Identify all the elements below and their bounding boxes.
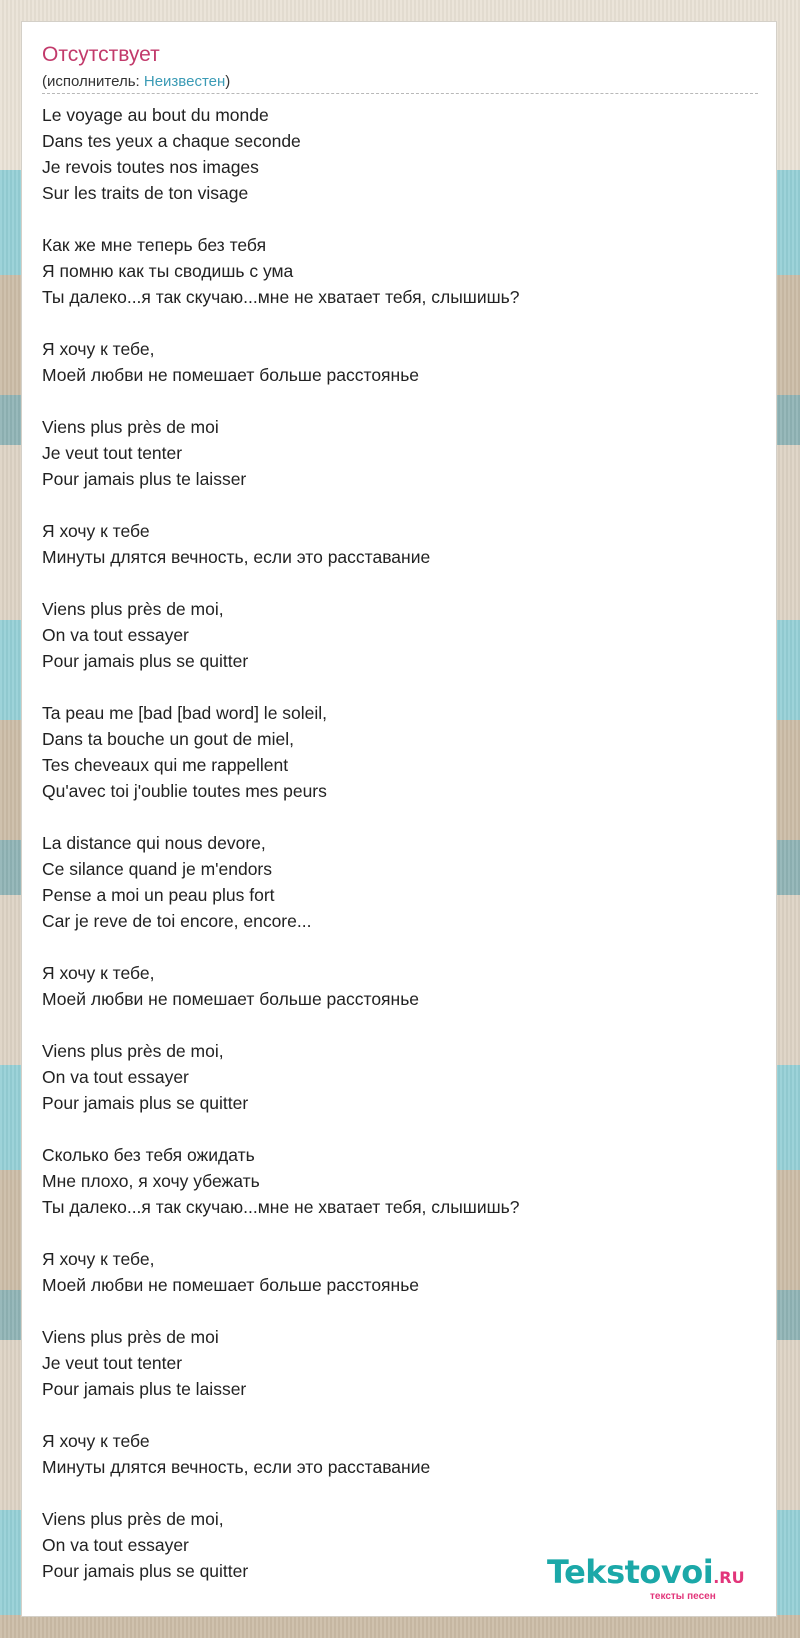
lyric-line: Ta peau me [bad [bad word] le soleil, bbox=[42, 703, 328, 723]
lyric-line: Моей любви не помешает больше расстоянье bbox=[42, 989, 420, 1009]
lyric-line: Как же мне теперь без тебя bbox=[42, 235, 267, 255]
lyrics-card bbox=[21, 21, 777, 1617]
lyric-line: Car je reve de toi encore, encore... bbox=[42, 911, 312, 931]
lyric-line: La distance qui nous devore, bbox=[42, 833, 266, 853]
lyric-line: Le voyage au bout du monde bbox=[42, 105, 269, 125]
stanza-break bbox=[42, 674, 758, 700]
artist-link[interactable]: Неизвестен bbox=[143, 73, 226, 90]
lyric-line: Sur les traits de ton visage bbox=[42, 183, 249, 203]
lyric-line: Моей любви не помешает больше расстоянье bbox=[42, 365, 420, 385]
lyric-line: Ты далеко...я так скучаю...мне не хватает тебя, слышишь? bbox=[42, 1197, 520, 1217]
logo-tagline: тексты песен bbox=[650, 1591, 716, 1602]
lyric-line: Ce silance quand je m'endors bbox=[42, 859, 273, 879]
stanza-break bbox=[42, 310, 758, 336]
lyric-line: Мне плохо, я хочу убежать bbox=[42, 1171, 260, 1191]
stanza-break bbox=[42, 388, 758, 414]
stanza-break bbox=[42, 934, 758, 960]
lyric-line: Qu'avec toi j'oublie toutes mes peurs bbox=[42, 781, 327, 801]
lyric-line: Я хочу к тебе bbox=[42, 521, 150, 541]
lyric-line: Pour jamais plus te laisser bbox=[42, 469, 247, 489]
lyric-line: Минуты длятся вечность, если это расставание bbox=[42, 547, 431, 567]
logo-wordmark bbox=[547, 1553, 745, 1591]
title-divider bbox=[42, 93, 758, 94]
stanza-break bbox=[42, 1116, 758, 1142]
stanza-break bbox=[42, 1402, 758, 1428]
lyric-line: Я помню как ты сводишь с ума bbox=[42, 261, 294, 281]
stanza-break bbox=[42, 492, 758, 518]
lyric-line: Pour jamais plus se quitter bbox=[42, 1561, 249, 1581]
lyric-line: Viens plus près de moi bbox=[42, 417, 219, 437]
lyric-line: Pour jamais plus se quitter bbox=[42, 651, 249, 671]
lyric-line: Я хочу к тебе, bbox=[42, 1249, 155, 1269]
stanza-break bbox=[42, 570, 758, 596]
lyric-line: Я хочу к тебе, bbox=[42, 963, 155, 983]
lyrics-text bbox=[42, 102, 758, 1584]
lyric-line: Я хочу к тебе, bbox=[42, 339, 155, 359]
lyric-line: On va tout essayer bbox=[42, 1067, 189, 1087]
stanza-break bbox=[42, 1480, 758, 1506]
lyric-line: Viens plus près de moi, bbox=[42, 599, 224, 619]
lyric-line: On va tout essayer bbox=[42, 625, 189, 645]
stanza-break bbox=[42, 1012, 758, 1038]
lyric-line: Je revois toutes nos images bbox=[42, 157, 259, 177]
lyric-line: On va tout essayer bbox=[42, 1535, 189, 1555]
lyric-line: Dans ta bouche un gout de miel, bbox=[42, 729, 294, 749]
artist-prefix: (исполнитель: bbox=[42, 73, 144, 90]
stanza-break bbox=[42, 804, 758, 830]
stanza-break bbox=[42, 1220, 758, 1246]
stanza-break bbox=[42, 1298, 758, 1324]
song-title: Отсутствует bbox=[42, 43, 160, 66]
lyric-line: Viens plus près de moi, bbox=[42, 1041, 224, 1061]
artist-line bbox=[42, 73, 230, 90]
lyric-line: Viens plus près de moi, bbox=[42, 1509, 224, 1529]
lyric-line: Dans tes yeux a chaque seconde bbox=[42, 131, 301, 151]
site-logo[interactable] bbox=[547, 1553, 772, 1607]
lyric-line: Сколько без тебя ожидать bbox=[42, 1145, 255, 1165]
lyric-line: Моей любви не помешает больше расстоянье bbox=[42, 1275, 420, 1295]
logo-main-text: Tekstovoi bbox=[547, 1553, 714, 1591]
lyric-line: Pour jamais plus se quitter bbox=[42, 1093, 249, 1113]
logo-tld: .RU bbox=[713, 1568, 745, 1587]
lyric-line: Pense a moi un peau plus fort bbox=[42, 885, 275, 905]
lyric-line: Pour jamais plus te laisser bbox=[42, 1379, 247, 1399]
lyric-line: Минуты длятся вечность, если это расставание bbox=[42, 1457, 431, 1477]
artist-suffix: ) bbox=[225, 73, 231, 90]
lyric-line: Я хочу к тебе bbox=[42, 1431, 150, 1451]
lyric-line: Viens plus près de moi bbox=[42, 1327, 219, 1347]
lyric-line: Tes cheveaux qui me rappellent bbox=[42, 755, 289, 775]
stanza-break bbox=[42, 206, 758, 232]
lyric-line: Je veut tout tenter bbox=[42, 443, 183, 463]
lyric-line: Ты далеко...я так скучаю...мне не хватает тебя, слышишь? bbox=[42, 287, 520, 307]
lyric-line: Je veut tout tenter bbox=[42, 1353, 183, 1373]
